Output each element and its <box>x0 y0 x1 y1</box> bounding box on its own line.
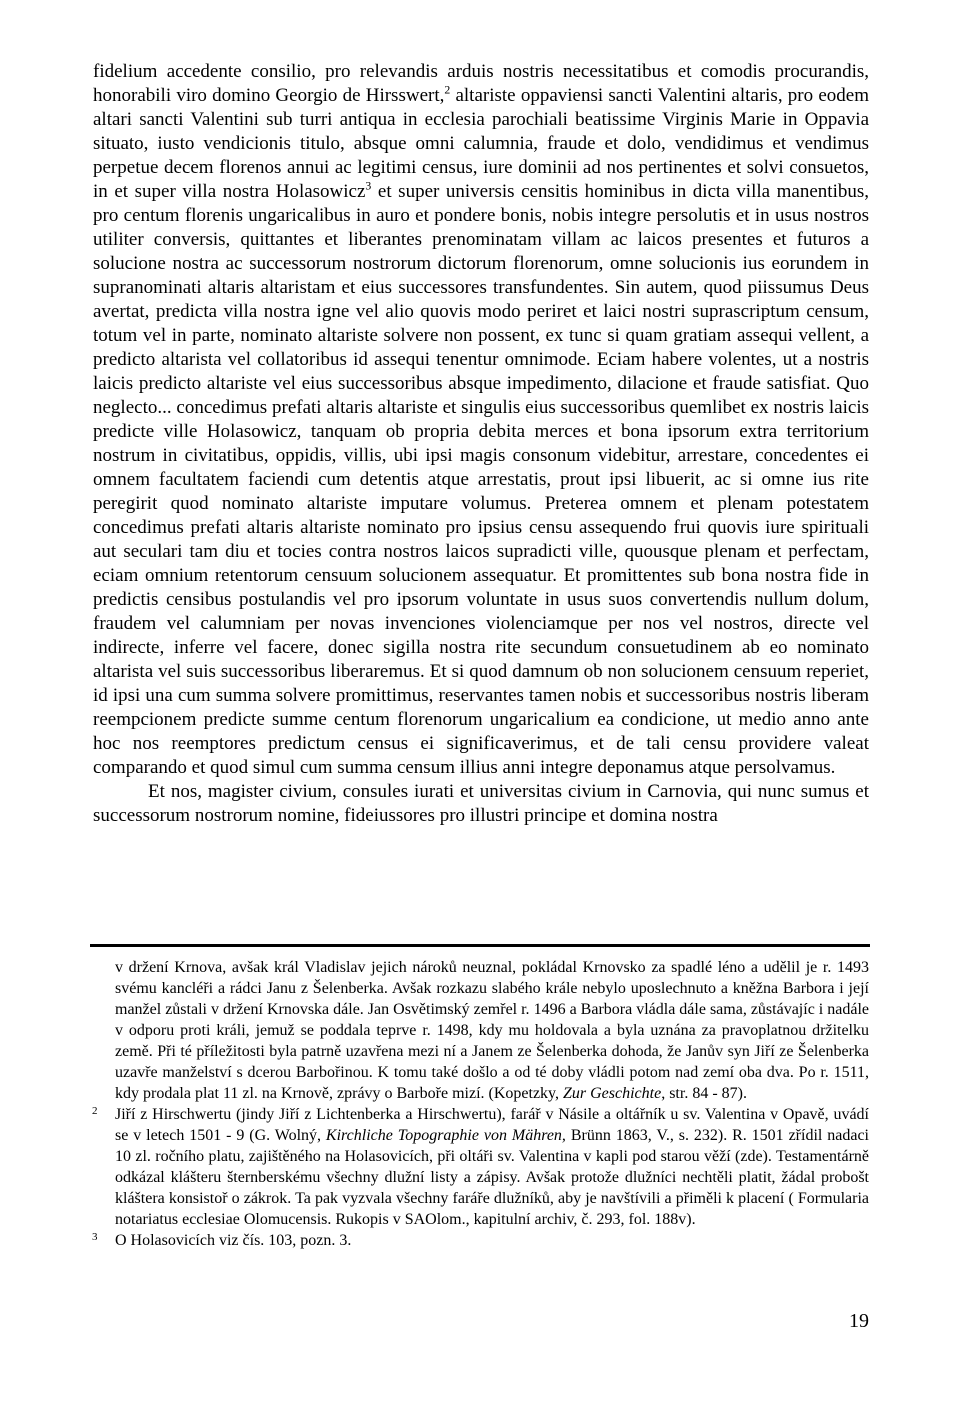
footnote-separator <box>90 944 870 947</box>
footnote-continuation: v držení Krnova, avšak král Vladislav jejich nároků neuznal, pokládal Krnovsko za spadlé léno a udělil je r. 1493 svému kancléři a rádci Janu z Šelenberka. Avšak rozkazu slabého krále nebylo uposlechnuto a kněžna Barbora i její manžel zůstali v držení Krnovska dále. Jan Osvětimský zemřel r. 1496 a Barbora vládla dále sama, zůstávajíc i nadále v odporu proti králi, jemuž se poddala teprve r. 1498, kdy mu holdovala a byla uznána za pravoplatnou držitelku země. Při té příležitosti byla patrně uzavřena mezi ní a Janem ze Šelenberka dohoda, že Janův syn Jiří ze Šelenberka uzavře manželství s dcerou Barbořinou. K tomu také došlo a od té doby vládli potom nad zemí oba dva. Po r. 1511, kdy prodala plat 11 zl. na Krnově, zprávy o Barboře mizí. (Kopetzky, Zur Geschichte, str. 84 - 87). <box>115 959 869 1102</box>
main-text-block <box>93 60 869 828</box>
paragraph-2: Et nos, magister civium, consules iurati et universitas civium in Carnovia, qui nunc sumus et successorum nostrorum nomine, fideiussores pro illustri principe et domina nostra <box>93 781 869 826</box>
footnote-3-marker: 3 <box>92 1231 98 1243</box>
footnote-2 <box>92 1104 869 1230</box>
page-number: 19 <box>849 1310 869 1332</box>
footnote-3-text: O Holasovicích viz čís. 103, pozn. 3. <box>115 1232 352 1249</box>
paragraph-1: fidelium accedente consilio, pro relevandis arduis nostris necessitatibus et comodis procurandis, honorabili viro domino Georgio de Hirsswert,$^2$ altariste oppaviensi sancti Valentini altaris, pro eodem altari sancti Valentini sub turri antiqua in ecclesia parochiali beatissime Virginis Marie in Oppavia situato, iusto vendicionis titulo, absque omni calumnia, fraude et dolo, vendidimus et vendimus perpetue decem florenos annui ac legitimi census, iure dominii ad nos pertinentes et solvi consuetos, in et super villa nostra Holasowicz$^3$ et super universis censitis hominibus in dicta villa manentibus, pro centum florenis ungaricalibus in auro et pondere bonis, nobis integre persolutis et in usus nostros utiliter conversis, quittantes et liberantes prenominatam villam ac laicos presentes et futuros a solucione nostra ac successorum nostrorum dictorum florenorum, omne solucionis ius eorundem in supranominati altaris altaristam et eius successores transfundentes. Sin autem, quod piissumus Deus avertat, predicta villa nostra igne vel alio quovis modo periret et laici nostri suprascriptum censum, totum vel in parte, nominato altariste solvere non possent, ex tunc si quam gratiam assequi vellent, a predicto altarista vel collatoribus id assequi tenentur omnimode. Eciam habere volentes, ut a nostris laicis predicto altariste vel eius successoribus absque impedimento, dilacione et fraude satisfiat. Quo neglecto... concedimus prefati altaris altariste et singulis eius successoribus quemlibet ex nostris laicis predicte ville Holasowicz, tanquam ob propria debita merces et bona ipsorum extra territorium nostrum in civitatibus, oppidis, villis, ubi ipsi magis consonum videbitur, arrestare, concedentes ei omnem facultatem faciendi cum detentis atque arrestatis, prout ipsi libuerit, ac si omne ius rite peregirit quod nominato altariste imputare volumus. Preterea omnem et plenam potestatem concedimus prefati altaris altariste nominato pro ipsius censu assequendo frui quovis iure spirituali aut seculari tam diu et tocies contra nostros laicos supradicti ville, quousque plenam et perfectam, eciam omnium retentorum censuum solucionem assequatur. Et promittentes sub bona nostra fide in predictis censibus postulandis vel pro ipsorum voluntate in usus suos convertendis nullum dolum, fraudem vel calumniam per novas invenciones violenciamque per nos vel nostros, directe vel indirecte, inferre vel facere, donec sigilla nostra rite secundum consuetudinem ab eo nominato altarista vel suis successoribus liberaremus. Et si quod damnum ob non solucionem censuum reperiet, id ipsi una cum summa solvere promittimus, reservantes tamen nobis et successoribus nostris liberam reempcionem predicte summe centum florenorum ungaricalium ea condicione, ut medio anno ante hoc nos reemptores predictum census ei significaverimus, et de tali censu providere valeat comparando et quod simul cum summa censum illius anni integre deponamus atque persolvamus. <box>93 61 869 778</box>
footnotes-block <box>92 957 869 1251</box>
footnote-2-text: Jiří z Hirschwertu (jindy Jiří z Lichtenberka a Hirschwertu), farář v Násile a oltářník u sv. Valentina v Opavě, uvádí se v letech 1501 - 9 (G. Wolný, Kirchliche Topographie von Mähren, Brünn 1863, V., s. 232). R. 1501 zřídil nadaci 10 zl. ročního platu, zajištěného na Holasovicích, při oltáři sv. Valentina v kapli pod starou věží (zde). Testamentárně odkázal klášteru šternberskému všechny dlužní listy a zápisy. Avšak protože dlužníci nechtěli platit, žádal probošt kláštera konsistoř o zákrok. Ta pak vyzvala všechny faráře dlužníků, aby je navštívili a přiměli k placení ( Formularia notariatus ecclesiae Olomucensis. Rukopis v SAOlom., kapitulní archiv, č. 293, fol. 188v). <box>115 1106 869 1228</box>
footnote-3 <box>92 1230 869 1251</box>
footnote-2-marker: 2 <box>92 1105 98 1117</box>
